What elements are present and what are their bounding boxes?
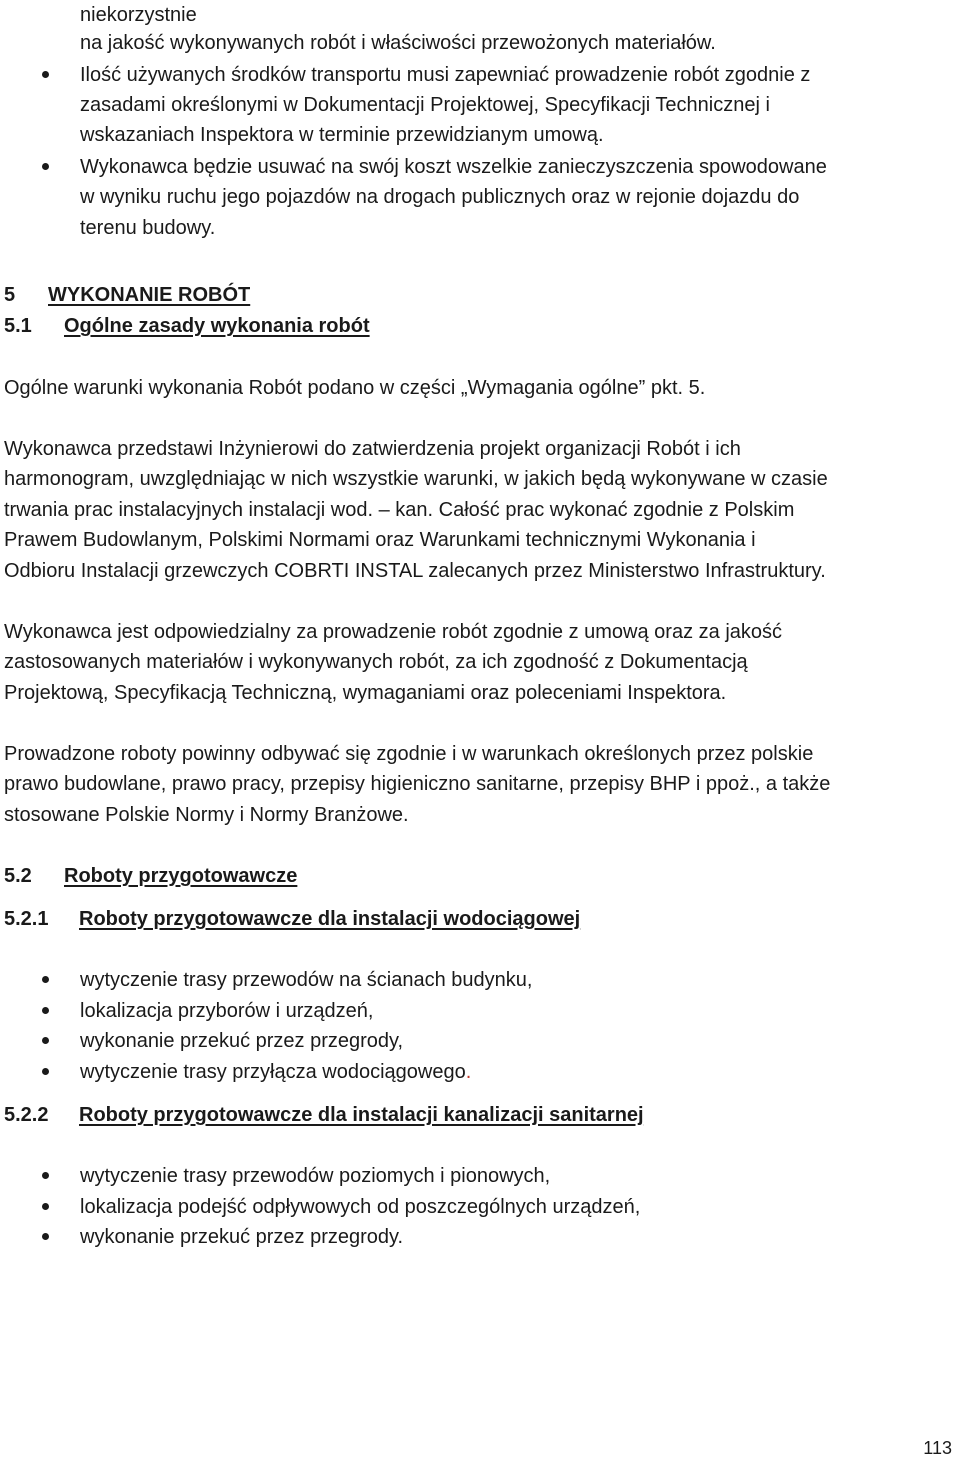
bullet-icon bbox=[42, 1203, 49, 1210]
bullet-icon bbox=[42, 1233, 49, 1240]
page-number: 113 bbox=[923, 1438, 952, 1458]
paragraph-line: Prawem Budowlanym, Polskimi Normami oraz Warunkami technicznymi Wykonania i bbox=[4, 529, 756, 551]
list-item: wytyczenie trasy przewodów na ścianach budynku, bbox=[80, 969, 533, 991]
bullet-icon bbox=[42, 163, 49, 170]
section-heading-5-2 bbox=[4, 861, 297, 891]
paragraph-line: trwania prac instalacyjnych instalacji wod. – kan. Całość prac wykonać zgodnie z Polskim bbox=[4, 499, 795, 521]
list-item: lokalizacja podejść odpływowych od poszczególnych urządzeń, bbox=[80, 1196, 641, 1218]
paragraph-line: Wykonawca jest odpowiedzialny za prowadzenie robót zgodnie z umową oraz za jakość bbox=[4, 621, 783, 643]
section-heading-5-2-2 bbox=[4, 1100, 644, 1130]
list-item-continuation: w wyniku ruchu jego pojazdów na drogach publicznych oraz w rejonie dojazdu do bbox=[80, 186, 800, 208]
bullet-icon bbox=[42, 1007, 49, 1014]
section-heading-5-2-1 bbox=[4, 904, 580, 934]
section-number: 5 bbox=[4, 284, 16, 306]
list-item: wytyczenie trasy przewodów poziomych i pionowych, bbox=[80, 1165, 551, 1187]
section-title: Roboty przygotowawcze dla instalacji wodociągowej bbox=[79, 908, 581, 930]
list-item: Wykonawca będzie usuwać na swój koszt wszelkie zanieczyszczenia spowodowane bbox=[80, 156, 827, 178]
section-heading-5 bbox=[4, 280, 250, 310]
paragraph-line: Odbioru Instalacji grzewczych COBRTI INSTAL zalecanych przez Ministerstwo Infrastruktury. bbox=[4, 560, 826, 582]
section-title: Ogólne zasady wykonania robót bbox=[64, 315, 370, 337]
list-item-text: wytyczenie trasy przyłącza wodociągowego bbox=[80, 1061, 466, 1083]
bullet-icon bbox=[42, 976, 49, 983]
section-title: Roboty przygotowawcze dla instalacji kanalizacji sanitarnej bbox=[79, 1104, 644, 1126]
bullet-icon bbox=[42, 1037, 49, 1044]
intro-line-1: niekorzystnie bbox=[80, 4, 197, 26]
list-item-continuation: wskazaniach Inspektora w terminie przewidzianym umową. bbox=[80, 124, 604, 146]
list-item bbox=[80, 1057, 471, 1087]
section-number: 5.1 bbox=[4, 315, 32, 337]
list-item: wykonanie przekuć przez przegrody, bbox=[80, 1030, 404, 1052]
list-item-continuation: zasadami określonymi w Dokumentacji Projektowej, Specyfikacji Technicznej i bbox=[80, 94, 770, 116]
paragraph-line: zastosowanych materiałów i wykonywanych robót, za ich zgodność z Dokumentacją bbox=[4, 651, 748, 673]
list-item: lokalizacja przyborów i urządzeń, bbox=[80, 1000, 374, 1022]
paragraph-line: Wykonawca przedstawi Inżynierowi do zatwierdzenia projekt organizacji Robót i ich bbox=[4, 438, 741, 460]
paragraph-line: Projektową, Specyfikacją Techniczną, wymaganiami oraz poleceniami Inspektora. bbox=[4, 682, 727, 704]
bullet-icon bbox=[42, 1068, 49, 1075]
section-title: WYKONANIE ROBÓT bbox=[48, 284, 251, 306]
section-heading-5-1 bbox=[4, 311, 370, 341]
section-number: 5.2 bbox=[4, 865, 32, 887]
list-item-period: . bbox=[465, 1061, 472, 1083]
intro-line-2: na jakość wykonywanych robót i właściwości przewożonych materiałów. bbox=[80, 32, 716, 54]
list-item: wykonanie przekuć przez przegrody. bbox=[80, 1226, 404, 1248]
paragraph-line: Ogólne warunki wykonania Robót podano w części „Wymagania ogólne” pkt. 5. bbox=[4, 377, 706, 399]
bullet-icon bbox=[42, 71, 49, 78]
paragraph-line: harmonogram, uwzględniając w nich wszystkie warunki, w jakich będą wykonywane w czasie bbox=[4, 468, 828, 490]
list-item-continuation: terenu budowy. bbox=[80, 217, 216, 239]
paragraph-line: prawo budowlane, prawo pracy, przepisy higieniczno sanitarne, przepisy BHP i ppoż., a także bbox=[4, 773, 831, 795]
paragraph-line: Prowadzone roboty powinny odbywać się zgodnie i w warunkach określonych przez polskie bbox=[4, 743, 814, 765]
section-number: 5.2.2 bbox=[4, 1104, 49, 1126]
section-number: 5.2.1 bbox=[4, 908, 49, 930]
list-item: Ilość używanych środków transportu musi zapewniać prowadzenie robót zgodnie z bbox=[80, 64, 811, 86]
paragraph-line: stosowane Polskie Normy i Normy Branżowe. bbox=[4, 804, 409, 826]
section-title: Roboty przygotowawcze bbox=[64, 865, 298, 887]
bullet-icon bbox=[42, 1172, 49, 1179]
